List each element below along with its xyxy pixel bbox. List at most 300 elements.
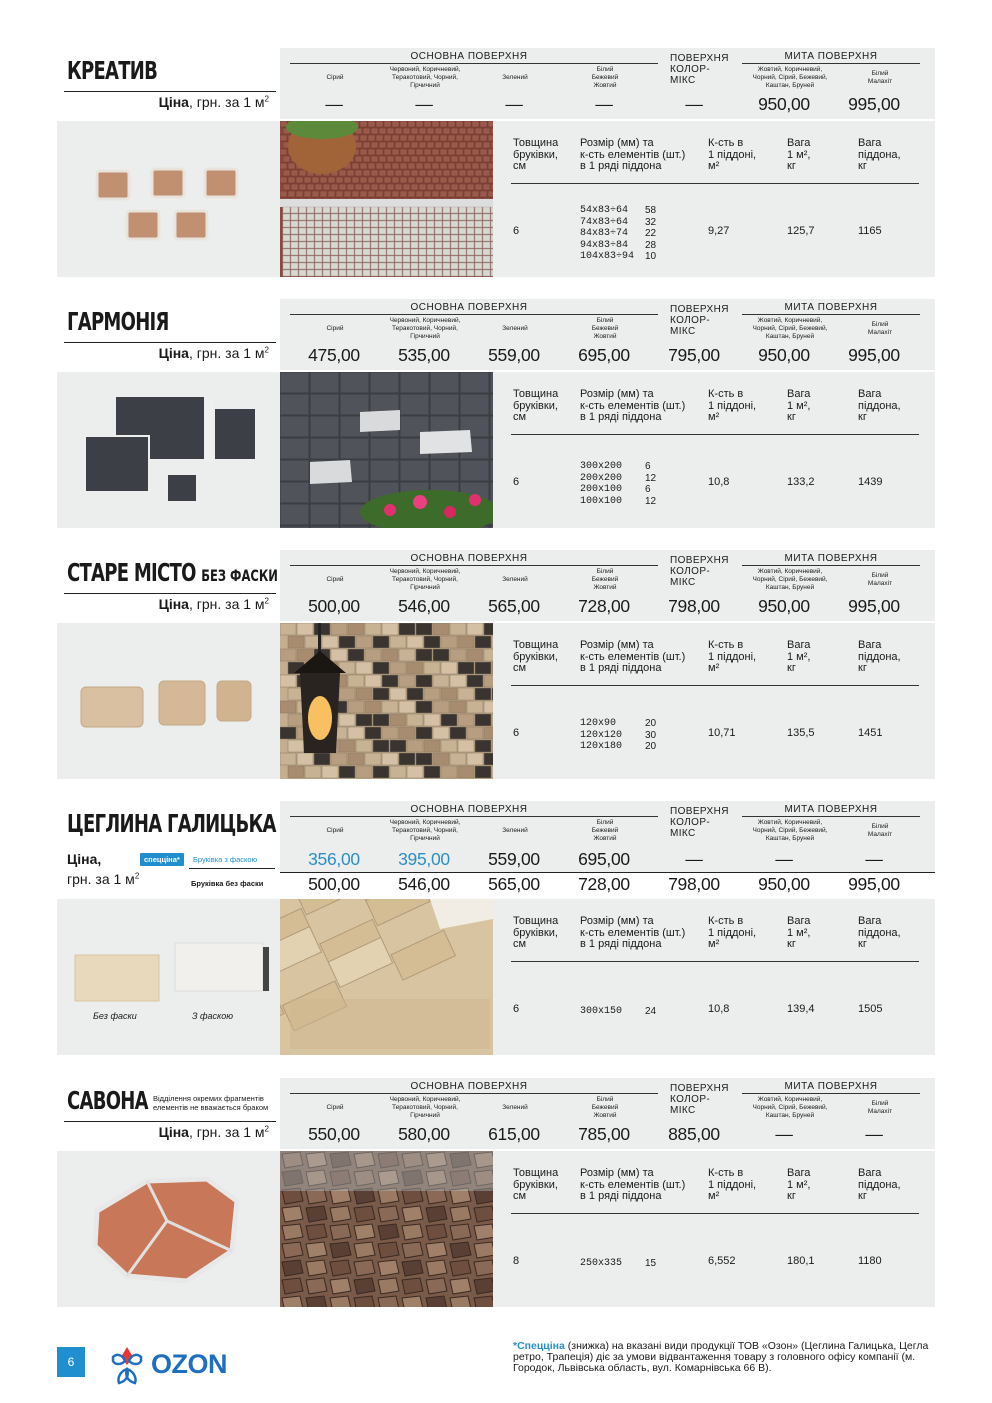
col-red-line: Гірчичний [410, 835, 440, 842]
spec-header-line: бруківки, [513, 926, 558, 939]
spec-header-qty [708, 138, 756, 173]
price-row [280, 345, 935, 366]
spec-count: 24 [645, 1006, 657, 1017]
colormix-line: МІКС [670, 75, 696, 86]
col-washed [740, 819, 840, 843]
title-underline [64, 342, 276, 343]
col-washed-line: Каштан, Бруней [765, 82, 815, 89]
spec-size: 54x83÷64 [580, 205, 629, 216]
col-white-line: Жовтий [593, 1112, 617, 1119]
spec-weight-m2: 135,5 [787, 727, 815, 739]
col-washed [740, 317, 840, 341]
spec-table [493, 899, 935, 1055]
col-red-line: Червоний, Коричневий, [389, 568, 461, 575]
product-image [57, 623, 280, 779]
spec-size: 100x100 [580, 495, 623, 507]
colormix-line: МІКС [670, 828, 696, 839]
spec-qty: 10,71 [708, 727, 736, 739]
col-red-line: Теракотовий, Чорний, [392, 827, 458, 834]
col-red-line: Теракотовий, Чорний, [392, 325, 458, 332]
product-title-text: САВОНА [67, 1086, 148, 1115]
price-label-rest: , грн. за 1 м [188, 1124, 265, 1140]
spec-header-line: 1 м², [787, 650, 811, 663]
col-washed-line: Жовтий, Коричневий, [757, 66, 823, 73]
spec-thickness: 6 [513, 476, 520, 488]
spec-header-size [580, 916, 685, 951]
col-washed-line: Каштан, Бруней [765, 584, 815, 591]
price: 565,00 [488, 596, 540, 616]
spec-header-weight-pallet [858, 138, 901, 173]
spec-header-line: кг [787, 662, 796, 674]
price: 798,00 [668, 596, 720, 616]
spec-header-size [580, 1168, 685, 1203]
price: 500,00 [308, 874, 360, 894]
spec-count: 6 [645, 461, 651, 472]
col-white-line: Бежевий [591, 74, 619, 81]
price: 728,00 [578, 596, 630, 616]
title-underline [64, 1121, 276, 1122]
col-malachite [840, 823, 920, 839]
price-label-sup: 2 [264, 94, 269, 104]
price-row [280, 596, 935, 617]
washed-surface-rule [742, 63, 920, 64]
spec-weight-pallet: 1180 [858, 1255, 882, 1267]
spec-header-rule [511, 183, 919, 184]
col-red-line: Теракотовий, Чорний, [392, 74, 458, 81]
spec-header-line: Товщина [513, 388, 559, 400]
col-colormix [670, 53, 729, 86]
product-image [57, 899, 280, 1055]
spec-size: 94x83÷84 [580, 239, 629, 251]
product-details [57, 372, 935, 528]
spec-header-line: 1 піддоні, [708, 926, 757, 939]
spec-count: 12 [645, 495, 657, 507]
spec-header-line: м² [708, 1190, 720, 1202]
col-grey: Сірий [326, 827, 344, 834]
col-malachite-line: Білий [871, 70, 889, 77]
price: 798,00 [668, 874, 720, 894]
spec-header-thickness [513, 1168, 558, 1203]
spec-header-line: Розмір (мм) та [580, 639, 654, 651]
spec-header-weight-pallet [858, 916, 901, 951]
col-white-line: Бежевий [591, 1104, 619, 1111]
special-price: 559,00 [488, 849, 540, 869]
spec-table [493, 1151, 935, 1307]
spec-header-line: К-сть в [708, 639, 744, 651]
spec-header-weight-m2 [787, 138, 810, 173]
price: 950,00 [758, 874, 810, 894]
col-washed-line: Жовтий, Коричневий, [757, 819, 823, 826]
col-malachite-line: Малахіт [867, 580, 893, 587]
spec-header-size [580, 640, 685, 675]
spec-counts [645, 461, 656, 507]
note-rest: (знижка) на вказані види продукції ТОВ «Озон» (Цеглина Галицька, Цегла ретро, Трапеція) діє за умови відвантаження товару з головного офісу компанії (м. Городок, Львівська область, вул. Комарнівська 66 В). [513, 1340, 929, 1374]
spec-header-line: Вага [858, 1167, 882, 1179]
colormix-line: КОЛОР- [670, 566, 711, 577]
spec-header-line: к-сть елементів (шт.) [580, 399, 686, 412]
col-red-line: Червоний, Коричневий, [389, 66, 461, 73]
product-title-suffix: БЕЗ ФАСКИ [201, 566, 278, 585]
colormix-line: МІКС [670, 577, 696, 588]
spec-counts [645, 1258, 656, 1270]
washed-surface-label: МИТА ПОВЕРХНЯ [784, 1081, 878, 1092]
spec-header-line: Товщина [513, 137, 559, 149]
spec-weight-m2: 125,7 [787, 225, 815, 237]
colormix-line: ПОВЕРХНЯ [670, 1083, 729, 1094]
price-label-sup: 2 [264, 345, 269, 355]
spec-header-line: м² [708, 938, 720, 950]
spec-header-line: 1 піддоні, [708, 650, 757, 663]
col-red-line: Червоний, Коричневий, [389, 1096, 461, 1103]
main-surface-label: ОСНОВНА ПОВЕРХНЯ [410, 302, 528, 313]
col-washed-line: Каштан, Бруней [765, 333, 815, 340]
spec-weight-m2: 139,4 [787, 1003, 815, 1015]
main-surface-label: ОСНОВНА ПОВЕРХНЯ [410, 553, 528, 564]
spec-weight-m2: 180,1 [787, 1255, 815, 1267]
main-surface-rule [290, 63, 658, 64]
col-malachite [840, 572, 920, 588]
product-photo [280, 899, 493, 1055]
washed-surface-rule [742, 1093, 920, 1094]
spec-count: 15 [645, 1258, 657, 1269]
label-rule [189, 868, 275, 869]
col-green: Зелений [502, 74, 528, 81]
col-white [565, 568, 645, 592]
price-label: Ціна, [67, 851, 102, 867]
spec-qty: 6,552 [708, 1255, 736, 1267]
spec-counts [645, 1006, 656, 1018]
price: 995,00 [848, 596, 900, 616]
spec-thickness: 8 [513, 1255, 520, 1267]
spec-size: 200x200 [580, 472, 623, 484]
price: 546,00 [398, 596, 450, 616]
spec-header-line: Вага [787, 1167, 811, 1179]
col-malachite [840, 70, 920, 86]
product-details [57, 899, 935, 1055]
col-washed-line: Каштан, Бруней [765, 1112, 815, 1119]
price: 950,00 [758, 596, 810, 616]
col-white-line: Білий [596, 568, 614, 575]
spec-thickness: 6 [513, 225, 520, 237]
spec-header-line: піддона, [858, 1178, 901, 1191]
product-title [67, 56, 157, 85]
note-bold: *Спецціна [513, 1340, 565, 1352]
spec-header-line: в 1 ряді піддона [580, 662, 662, 674]
ozon-logo[interactable] [107, 1343, 247, 1387]
main-surface-rule [290, 816, 658, 817]
price: — [865, 1124, 883, 1144]
spec-header-line: К-сть в [708, 137, 744, 149]
col-malachite [840, 321, 920, 337]
spec-header-line: Вага [858, 639, 882, 651]
spec-qty: 10,8 [708, 1003, 730, 1015]
washed-surface-label: МИТА ПОВЕРХНЯ [784, 804, 878, 815]
price: 535,00 [398, 345, 450, 365]
spec-header-size [580, 389, 685, 424]
price: 785,00 [578, 1124, 630, 1144]
spec-header-line: Товщина [513, 639, 559, 651]
main-surface-label: ОСНОВНА ПОВЕРХНЯ [410, 804, 528, 815]
spec-counts [645, 205, 656, 263]
col-colormix [670, 555, 729, 588]
spec-size: 250x335 [580, 1258, 623, 1269]
price-label-sup: 2 [264, 1124, 269, 1134]
spec-weight-pallet: 1505 [858, 1003, 883, 1015]
spec-header-line: кг [858, 662, 867, 674]
col-red [375, 819, 475, 843]
col-red-line: Гірчичний [410, 333, 440, 340]
spec-size: 120x120 [580, 729, 623, 741]
price: — [505, 94, 523, 114]
spec-count: 6 [645, 484, 651, 495]
col-white-line: Бежевий [591, 827, 619, 834]
col-washed [740, 568, 840, 592]
price: 885,00 [668, 1124, 720, 1144]
spec-header-size [580, 138, 685, 173]
special-price: — [685, 849, 703, 869]
spec-header-weight-m2 [787, 389, 810, 424]
price-label-rest: , грн. за 1 м [188, 345, 265, 361]
col-white-line: Жовтий [593, 835, 617, 842]
spec-thickness: 6 [513, 1003, 520, 1015]
col-red-line: Червоний, Коричневий, [389, 317, 461, 324]
title-underline [64, 91, 276, 92]
col-red-line: Теракотовий, Чорний, [392, 576, 458, 583]
spec-sizes [580, 461, 670, 507]
spec-header-line: 1 піддоні, [708, 1178, 757, 1191]
spec-thickness: 6 [513, 727, 520, 739]
product-title-text: ЦЕГЛИНА ГАЛИЦЬКА [67, 809, 276, 838]
chamfer-label: Бруківка з фаскою [193, 855, 258, 864]
spec-header-weight-pallet [858, 389, 901, 424]
product-photo [280, 1151, 493, 1307]
spec-sizes [580, 205, 670, 263]
col-washed-line: Чорний, Сірий, Бежевий, [752, 827, 828, 834]
spec-size: 120x180 [580, 741, 623, 752]
special-price: 356,00 [308, 849, 360, 869]
product-title-text: КРЕАТИВ [67, 56, 158, 85]
col-white-line: Білий [596, 66, 614, 73]
col-red-line: Гірчичний [410, 584, 440, 591]
price: 995,00 [848, 345, 900, 365]
spec-header-line: Вага [858, 915, 882, 927]
col-white-line: Бежевий [591, 576, 619, 583]
spec-header-line: см [513, 938, 527, 950]
spec-size: 74x83÷64 [580, 216, 629, 228]
col-grey: Сірий [326, 74, 344, 81]
col-red-line: Червоний, Коричневий, [389, 819, 461, 826]
spec-header-line: Розмір (мм) та [580, 137, 654, 149]
spec-header-line: 1 піддоні, [708, 399, 757, 412]
price: 950,00 [758, 94, 810, 114]
col-red [375, 317, 475, 341]
col-colormix [670, 806, 729, 839]
spec-header-line: Розмір (мм) та [580, 1167, 654, 1179]
price-label-bold: Ціна [158, 596, 189, 612]
colormix-line: КОЛОР- [670, 817, 711, 828]
product-photo [280, 372, 493, 528]
col-washed-line: Жовтий, Коричневий, [757, 317, 823, 324]
spec-header-line: кг [858, 411, 867, 423]
colormix-line: КОЛОР- [670, 64, 711, 75]
price: 995,00 [848, 94, 900, 114]
col-red-line: Гірчичний [410, 82, 440, 89]
spec-header-line: Розмір (мм) та [580, 388, 654, 400]
spec-header-line: Вага [787, 639, 811, 651]
price: 995,00 [848, 874, 900, 894]
washed-surface-label: МИТА ПОВЕРХНЯ [784, 51, 878, 62]
spec-header-line: Товщина [513, 1167, 559, 1179]
spec-header-rule [511, 1213, 919, 1214]
spec-weight-pallet: 1165 [858, 225, 882, 237]
col-washed-line: Чорний, Сірий, Бежевий, [752, 1104, 828, 1111]
col-white-line: Жовтий [593, 333, 617, 340]
washed-surface-rule [742, 565, 920, 566]
price-label [64, 596, 269, 612]
col-washed-line: Каштан, Бруней [765, 835, 815, 842]
price: — [775, 1124, 793, 1144]
price: 565,00 [488, 874, 540, 894]
spec-header-line: в 1 ряді піддона [580, 938, 662, 950]
footer-note [513, 1341, 933, 1374]
col-washed-line: Жовтий, Коричневий, [757, 568, 823, 575]
col-malachite-line: Малахіт [867, 831, 893, 838]
main-surface-label: ОСНОВНА ПОВЕРХНЯ [410, 51, 528, 62]
price: — [325, 94, 343, 114]
col-red [375, 568, 475, 592]
spec-table [493, 372, 935, 528]
price-label [64, 1124, 269, 1140]
spec-header-line: к-сть елементів (шт.) [580, 148, 686, 161]
spec-header-line: кг [787, 160, 796, 172]
col-washed [740, 66, 840, 90]
spec-size: 84x83÷74 [580, 228, 629, 239]
price-row [280, 874, 935, 895]
spec-header-line: 1 м², [787, 399, 811, 412]
col-red-line: Гірчичний [410, 1112, 440, 1119]
col-grey: Сірий [326, 576, 344, 583]
price-row [280, 94, 935, 115]
spec-header-line: см [513, 662, 527, 674]
col-green: Зелений [502, 576, 528, 583]
price-label-sup: 2 [134, 871, 140, 881]
product-title [67, 1086, 148, 1115]
colormix-line: ПОВЕРХНЯ [670, 806, 729, 817]
product-details [57, 623, 935, 779]
price-label-bold: Ціна [158, 94, 189, 110]
price: 950,00 [758, 345, 810, 365]
special-price: 695,00 [578, 849, 630, 869]
product-section [57, 48, 935, 277]
spec-header-line: Вага [787, 915, 811, 927]
col-washed-line: Чорний, Сірий, Бежевий, [752, 325, 828, 332]
spec-header-rule [511, 434, 919, 435]
price: 550,00 [308, 1124, 360, 1144]
washed-surface-rule [742, 314, 920, 315]
washed-surface-label: МИТА ПОВЕРХНЯ [784, 302, 878, 313]
spec-header-line: см [513, 411, 527, 423]
col-white-line: Білий [596, 819, 614, 826]
spec-weight-pallet: 1451 [858, 727, 883, 739]
spec-header-line: Вага [787, 388, 811, 400]
spec-header-qty [708, 1168, 756, 1203]
spec-count: 32 [645, 216, 657, 228]
spec-header-line: бруківки, [513, 399, 558, 412]
main-surface-label: ОСНОВНА ПОВЕРХНЯ [410, 1081, 528, 1092]
col-red [375, 66, 475, 90]
price-label-unit [67, 871, 139, 887]
spec-header-thickness [513, 138, 558, 173]
spec-header-line: бруківки, [513, 650, 558, 663]
washed-surface-rule [742, 816, 920, 817]
spec-header-line: кг [787, 1190, 796, 1202]
col-red-line: Теракотовий, Чорний, [392, 1104, 458, 1111]
col-colormix [670, 1083, 729, 1116]
price-label [64, 94, 269, 110]
spec-header-line: Вага [787, 137, 811, 149]
spec-count: 30 [645, 729, 657, 741]
page-number: 6 [57, 1347, 85, 1377]
product-section [57, 801, 935, 1030]
spec-header-weight-m2 [787, 916, 810, 951]
col-grey: Сірий [326, 325, 344, 332]
special-price-badge: спецціна* [140, 853, 184, 866]
product-details [57, 121, 935, 277]
spec-header-line: м² [708, 411, 720, 423]
note-line: елементів не вважається браком [153, 1103, 269, 1112]
price-label-rest: , грн. за 1 м [188, 596, 265, 612]
ozon-logo-icon [107, 1343, 147, 1387]
nochamfer-label: Бруківка без фаски [191, 879, 264, 888]
col-malachite-line: Білий [871, 823, 889, 830]
product-section [57, 550, 935, 779]
price: 695,00 [578, 345, 630, 365]
spec-header-weight-pallet [858, 1168, 901, 1203]
col-grey: Сірий [326, 1104, 344, 1111]
spec-header-line: 1 м², [787, 148, 811, 161]
col-malachite-line: Малахіт [867, 1108, 893, 1115]
col-malachite-line: Білий [871, 572, 889, 579]
col-washed-line: Жовтий, Коричневий, [757, 1096, 823, 1103]
col-colormix [670, 304, 729, 337]
image-label-right: З фаскою [192, 1011, 234, 1021]
col-washed-line: Чорний, Сірий, Бежевий, [752, 74, 828, 81]
spec-header-thickness [513, 389, 558, 424]
price-row [280, 1124, 935, 1145]
product-section [57, 1078, 935, 1307]
title-underline [64, 593, 276, 594]
col-green: Зелений [502, 827, 528, 834]
spec-header-line: піддона, [858, 148, 901, 161]
colormix-line: КОЛОР- [670, 315, 711, 326]
spec-header-thickness [513, 640, 558, 675]
spec-header-line: кг [858, 160, 867, 172]
spec-header-line: в 1 ряді піддона [580, 411, 662, 423]
col-malachite-line: Малахіт [867, 78, 893, 85]
spec-qty: 10,8 [708, 476, 730, 488]
spec-header-thickness [513, 916, 558, 951]
spec-header-line: в 1 ряді піддона [580, 1190, 662, 1202]
product-image [57, 1151, 280, 1307]
spec-size: 104x83÷94 [580, 251, 635, 262]
product-section [57, 299, 935, 528]
col-green: Зелений [502, 325, 528, 332]
product-title-text: ГАРМОНІЯ [67, 307, 169, 336]
price-label-unit-text: грн. за 1 м [67, 871, 135, 887]
main-surface-rule [290, 314, 658, 315]
col-malachite-line: Білий [871, 1100, 889, 1107]
price: — [685, 94, 703, 114]
